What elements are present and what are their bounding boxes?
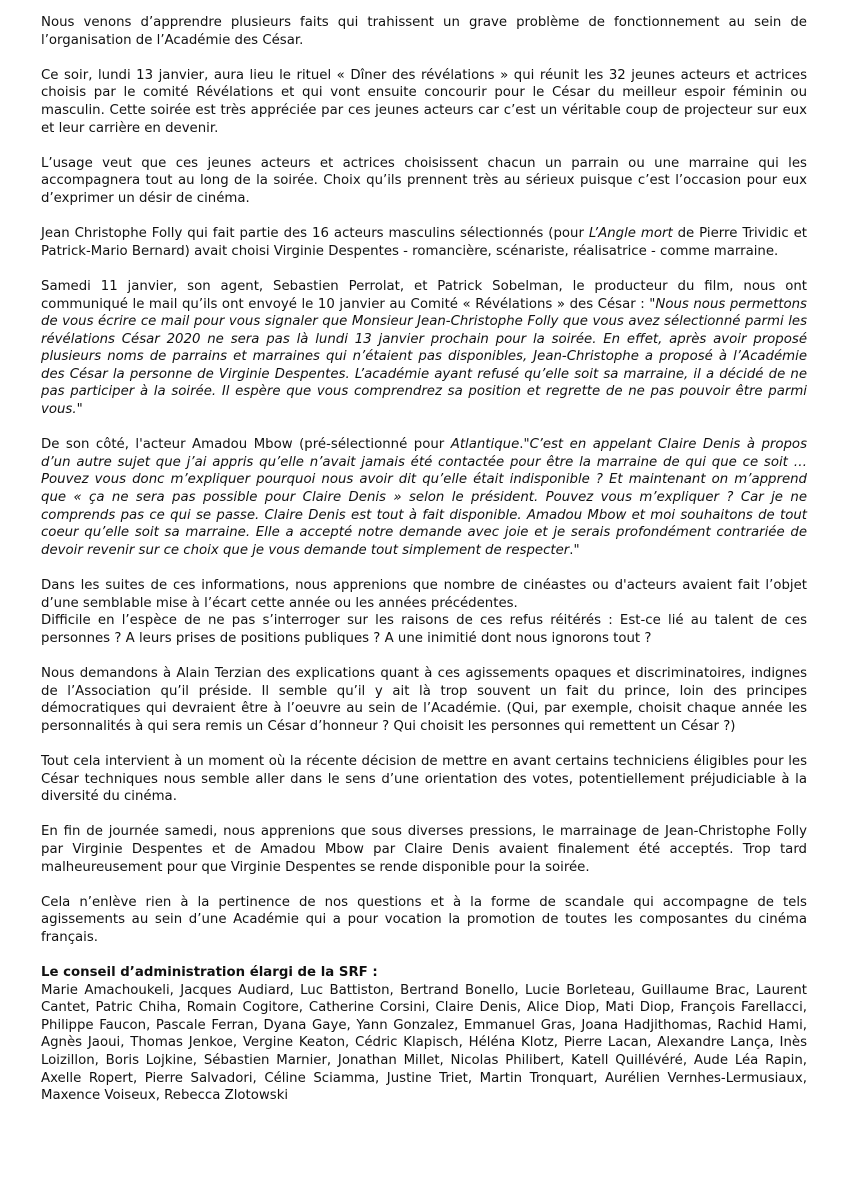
text-segment: Jean Christophe Folly qui fait partie des 16 acteurs masculins sélectionnés (pour <box>41 226 589 242</box>
text-segment: Samedi 11 janvier, son agent, Sebastien Perrolat, et Patrick Sobelman, le producteur du film, nous ont communiqué le mail qu’ils ont envoyé le 10 janvier au Comité « Révélations » des César : " <box>41 278 807 312</box>
paragraph-usage-parrain: L’usage veut que ces jeunes acteurs et actrices choisissent chacun un parrain ou une marraine qui les accompagnera tout au long de la soirée. Choix qu’ils prennent très au sérieux puisque c’est l’occasion pour eux d’exprimer un désir de cinéma. <box>41 155 807 206</box>
paragraph-conclusion: Cela n’enlève rien à la pertinence de nos questions et à la forme de scandale qui accompagne de tels agissements au sein d’une Académie qui a pour vocation la promotion de toutes les composantes du cinéma français. <box>41 894 807 945</box>
signature-title: Le conseil d’administration élargi de la SRF : <box>41 965 378 981</box>
paragraph-techniciens: Tout cela intervient à un moment où la récente décision de mettre en avant certains techniciens éligibles pour les César techniques nous semble aller dans le sens d’une orientation des votes, potentiellement préjudiciable à la diversité du cinéma. <box>41 753 807 805</box>
paragraph-terzian: Nous demandons à Alain Terzian des explications quant à ces agissements opaques et discriminatoires, indignes de l’Association qu’il préside. Il semble qu’il y ait là trop souvent un fait du prince, loin des principes démocratiques qui devraient être à l’oeuvre au sein de l’Académie. (Qui, par exemple, choisit chaque année les personnalités à qui sera remis un César d’honneur ? Qui choisit les personnes qui remettent un César ?) <box>41 665 807 734</box>
text-segment: De son côté, l'acteur Amadou Mbow (pré-sélectionné pour <box>41 437 451 453</box>
text-segment: ." <box>569 542 580 558</box>
signature-block <box>41 964 807 1105</box>
text-segment: " <box>76 402 83 418</box>
signature-names: Marie Amachoukeli, Jacques Audiard, Luc Battiston, Bertrand Bonello, Lucie Borleteau, Guillaume Brac, Laurent Cantet, Patric Chiha, Romain Cogitore, Catherine Corsini, Claire Denis, Alice Diop, Mati Diop, François Farellacci, Philippe Faucon, Pascale Ferran, Dyana Gaye, Yann Gonzalez, Emmanuel Gras, Joana Hadjithomas, Rachid Hami, Agnès Jaoui, Thomas Jenkoe, Vergine Keaton, Cédric Klapisch, Héléna Klotz, Pierre Lacan, Alexandre Lança, Inès Loizillon, Boris Lojkine, Sébastien Marnier, Jonathan Millet, Nicolas Philibert, Katell Quillévéré, Aude Léa Rapin, Axelle Ropert, Pierre Salvadori, Céline Sciamma, Justine Triet, Martin Tronquart, Aurélien Vernhes-Lermusiaux, Maxence Voiseux, Rebecca Zlotowski <box>41 982 807 1104</box>
paragraph-fin-journee: En fin de journée samedi, nous apprenions que sous diverses pressions, le marrainage de Jean-Christophe Folly par Virginie Despentes et de Amadou Mbow par Claire Denis avaient finalement été acceptés. Trop tard malheureusement pour que Virginie Despentes se rende disponible pour la soirée. <box>41 824 807 875</box>
paragraph-mbow <box>41 436 807 559</box>
film-title: L’Angle mort <box>588 226 673 242</box>
paragraph-suites: Dans les suites de ces informations, nous apprenions que nombre de cinéastes ou d'acteurs avaient fait l’objet d’une semblable mise à l’écart cette année ou les années précédentes. <box>41 578 807 611</box>
text-segment: ." <box>519 437 530 453</box>
text-segment: de Pierre Trividic et Patrick-Mario Bernard) avait choisi Virginie Despentes - romancière, scénariste, réalisatrice - comme marraine. <box>41 226 807 259</box>
paragraph-interrogation: Difficile en l’espèce de ne pas s’interroger sur les raisons de ces refus réitérés : Est-ce lié au talent de ces personnes ? A leurs prises de positions publiques ? A une inimitié dont nous ignorons tout ? <box>41 613 807 646</box>
paragraph-intro: Nous venons d’apprendre plusieurs faits qui trahissent un grave problème de fonctionnement au sein de l’organisation de l’Académie des César. <box>41 15 807 48</box>
paragraph-mail-comite <box>41 278 807 419</box>
quoted-mail: Nous nous permettons de vous écrire ce mail pour vous signaler que Monsieur Jean-Christophe Folly que vous avez sélectionné parmi les révélations César 2020 ne sera pas là lundi 13 janvier prochain pour la soirée. En effet, après avoir proposé plusieurs noms de parrains et marraines qui n’étaient pas disponibles, Jean-Christophe a proposé à l’Académie des César la personne de Virginie Despentes. L’académie ayant refusé qu’elle soit sa marraine, il a décidé de ne pas participer à la soirée. Il espère que vous comprendrez sa position et regrette de ne pas pouvoir être parmi vous. <box>41 296 807 418</box>
paragraph-folly <box>41 225 807 260</box>
film-title: Atlantique <box>450 437 520 453</box>
paragraph-diner-revelations: Ce soir, lundi 13 janvier, aura lieu le rituel « Dîner des révélations » qui réunit les 32 jeunes acteurs et actrices choisis par le comité Révélations et qui vont ensuite concourir pour le César du meilleur espoir féminin ou masculin. Cette soirée est très appréciée par ces jeunes acteurs car c’est un véritable coup de projecteur sur eux et leur carrière en devenir. <box>41 67 807 136</box>
quoted-letter: C’est en appelant Claire Denis à propos d’un autre sujet que j’ai appris qu’elle n’avait jamais été contactée pour être la marraine de qui que ce soit … Pouvez vous donc m’expliquer pourquoi nous avoir dit qu’elle était indisponible ? Et maintenant on m’apprend que « ça ne sera pas possible pour Claire Denis » selon le président. Pouvez vous m’expliquer ? Car je ne comprends pas ce qui se passe. Claire Denis est tout à fait disponible. Amadou Mbow et moi souhaitons de tout coeur qu’elle soit sa marraine. Elle a accepté notre demande avec joie et je serais profondément contrariée de devoir revenir sur ce choix que je vous demande tout simplement de respecter <box>41 437 807 558</box>
